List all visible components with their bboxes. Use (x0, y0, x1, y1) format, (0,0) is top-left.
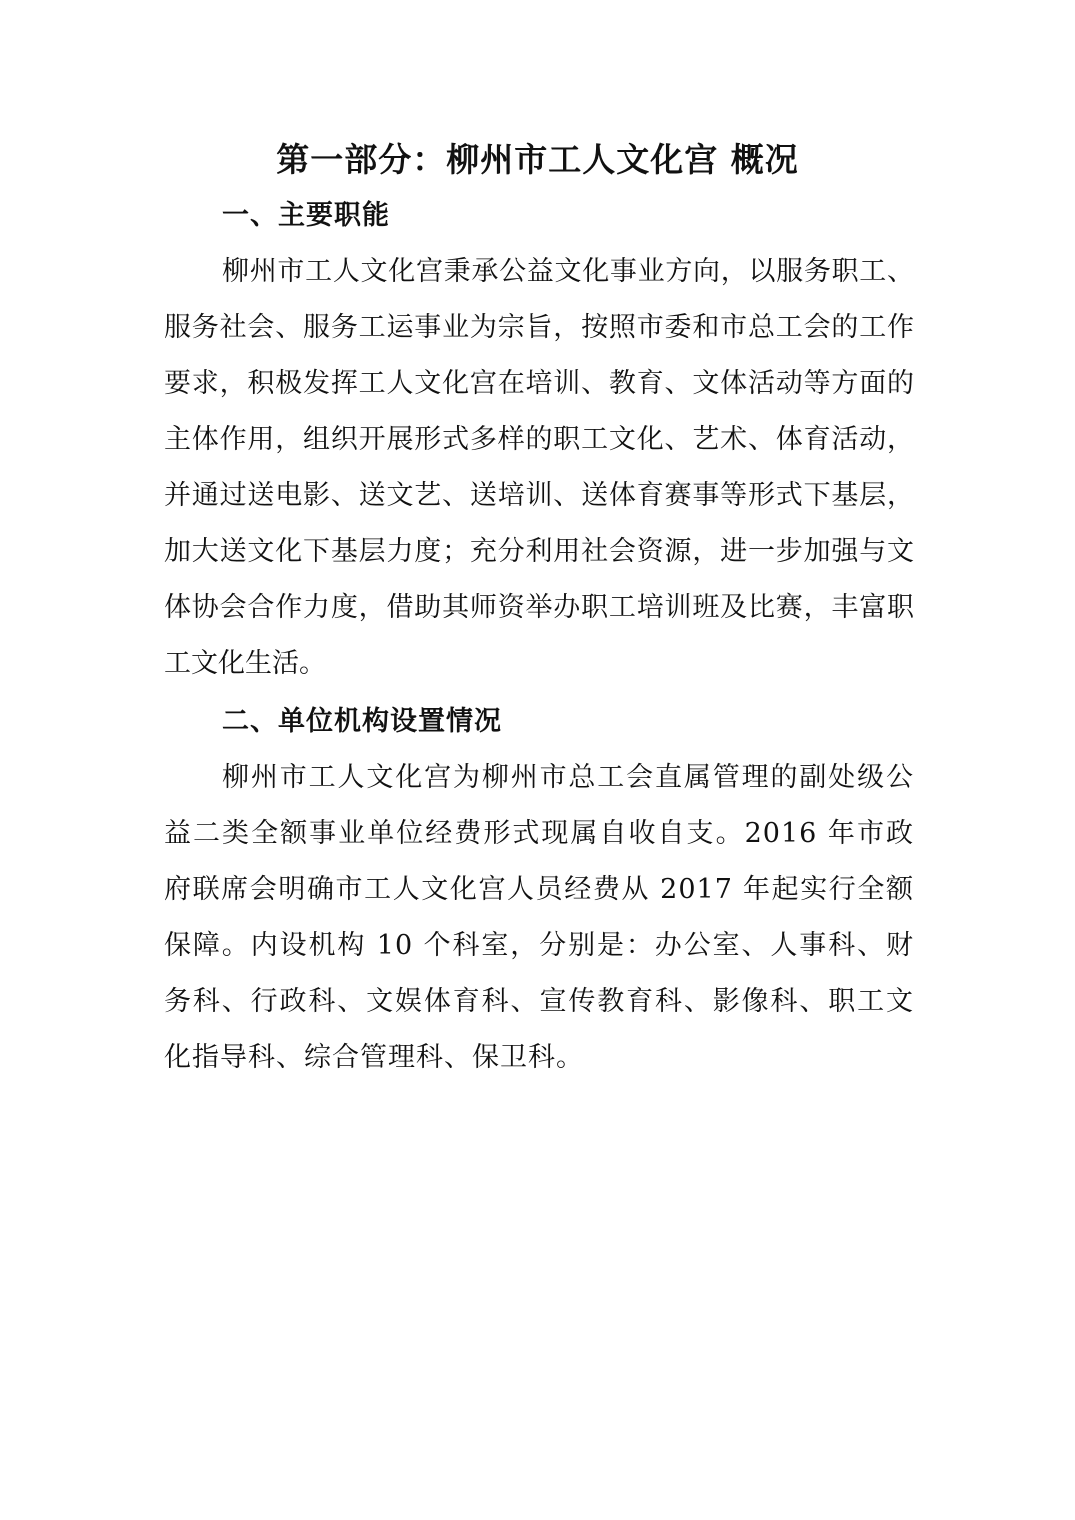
section-heading-main-functions: 一、主要职能 (222, 200, 390, 231)
document-title: 第一部分：柳州市工人文化宫 概况 (276, 140, 799, 179)
section-heading-organization: 二、单位机构设置情况 (222, 706, 502, 737)
section-paragraph-main-functions: 柳州市工人文化宫秉承公益文化事业方向，以服务职工、服务社会、服务工运事业为宗旨，按照市委和市总工会的工作要求，积极发挥工人文化宫在培训、教育、文体活动等方面的主体作用，组织开展形式多样的职工文化、艺术、体育活动，并通过送电影、送文艺、送培训、送体育赛事等形式下基层，加大送文化下基层力度；充分利用社会资源，进一步加强与文体协会合作力度，借助其师资举办职工培训班及比赛，丰富职工文化生活。 (164, 256, 914, 679)
section-paragraph-organization: 柳州市工人文化宫为柳州市总工会直属管理的副处级公益二类全额事业单位经费形式现属自收自支。2016 年市政府联席会明确市工人文化宫人员经费从 2017 年起实行全额保障。内设机构 10 个科室，分别是：办公室、人事科、财务科、行政科、文娱体育科、宣传教育科、影像科、职工文化指导科、综合管理科、保卫科。 (164, 762, 914, 1073)
